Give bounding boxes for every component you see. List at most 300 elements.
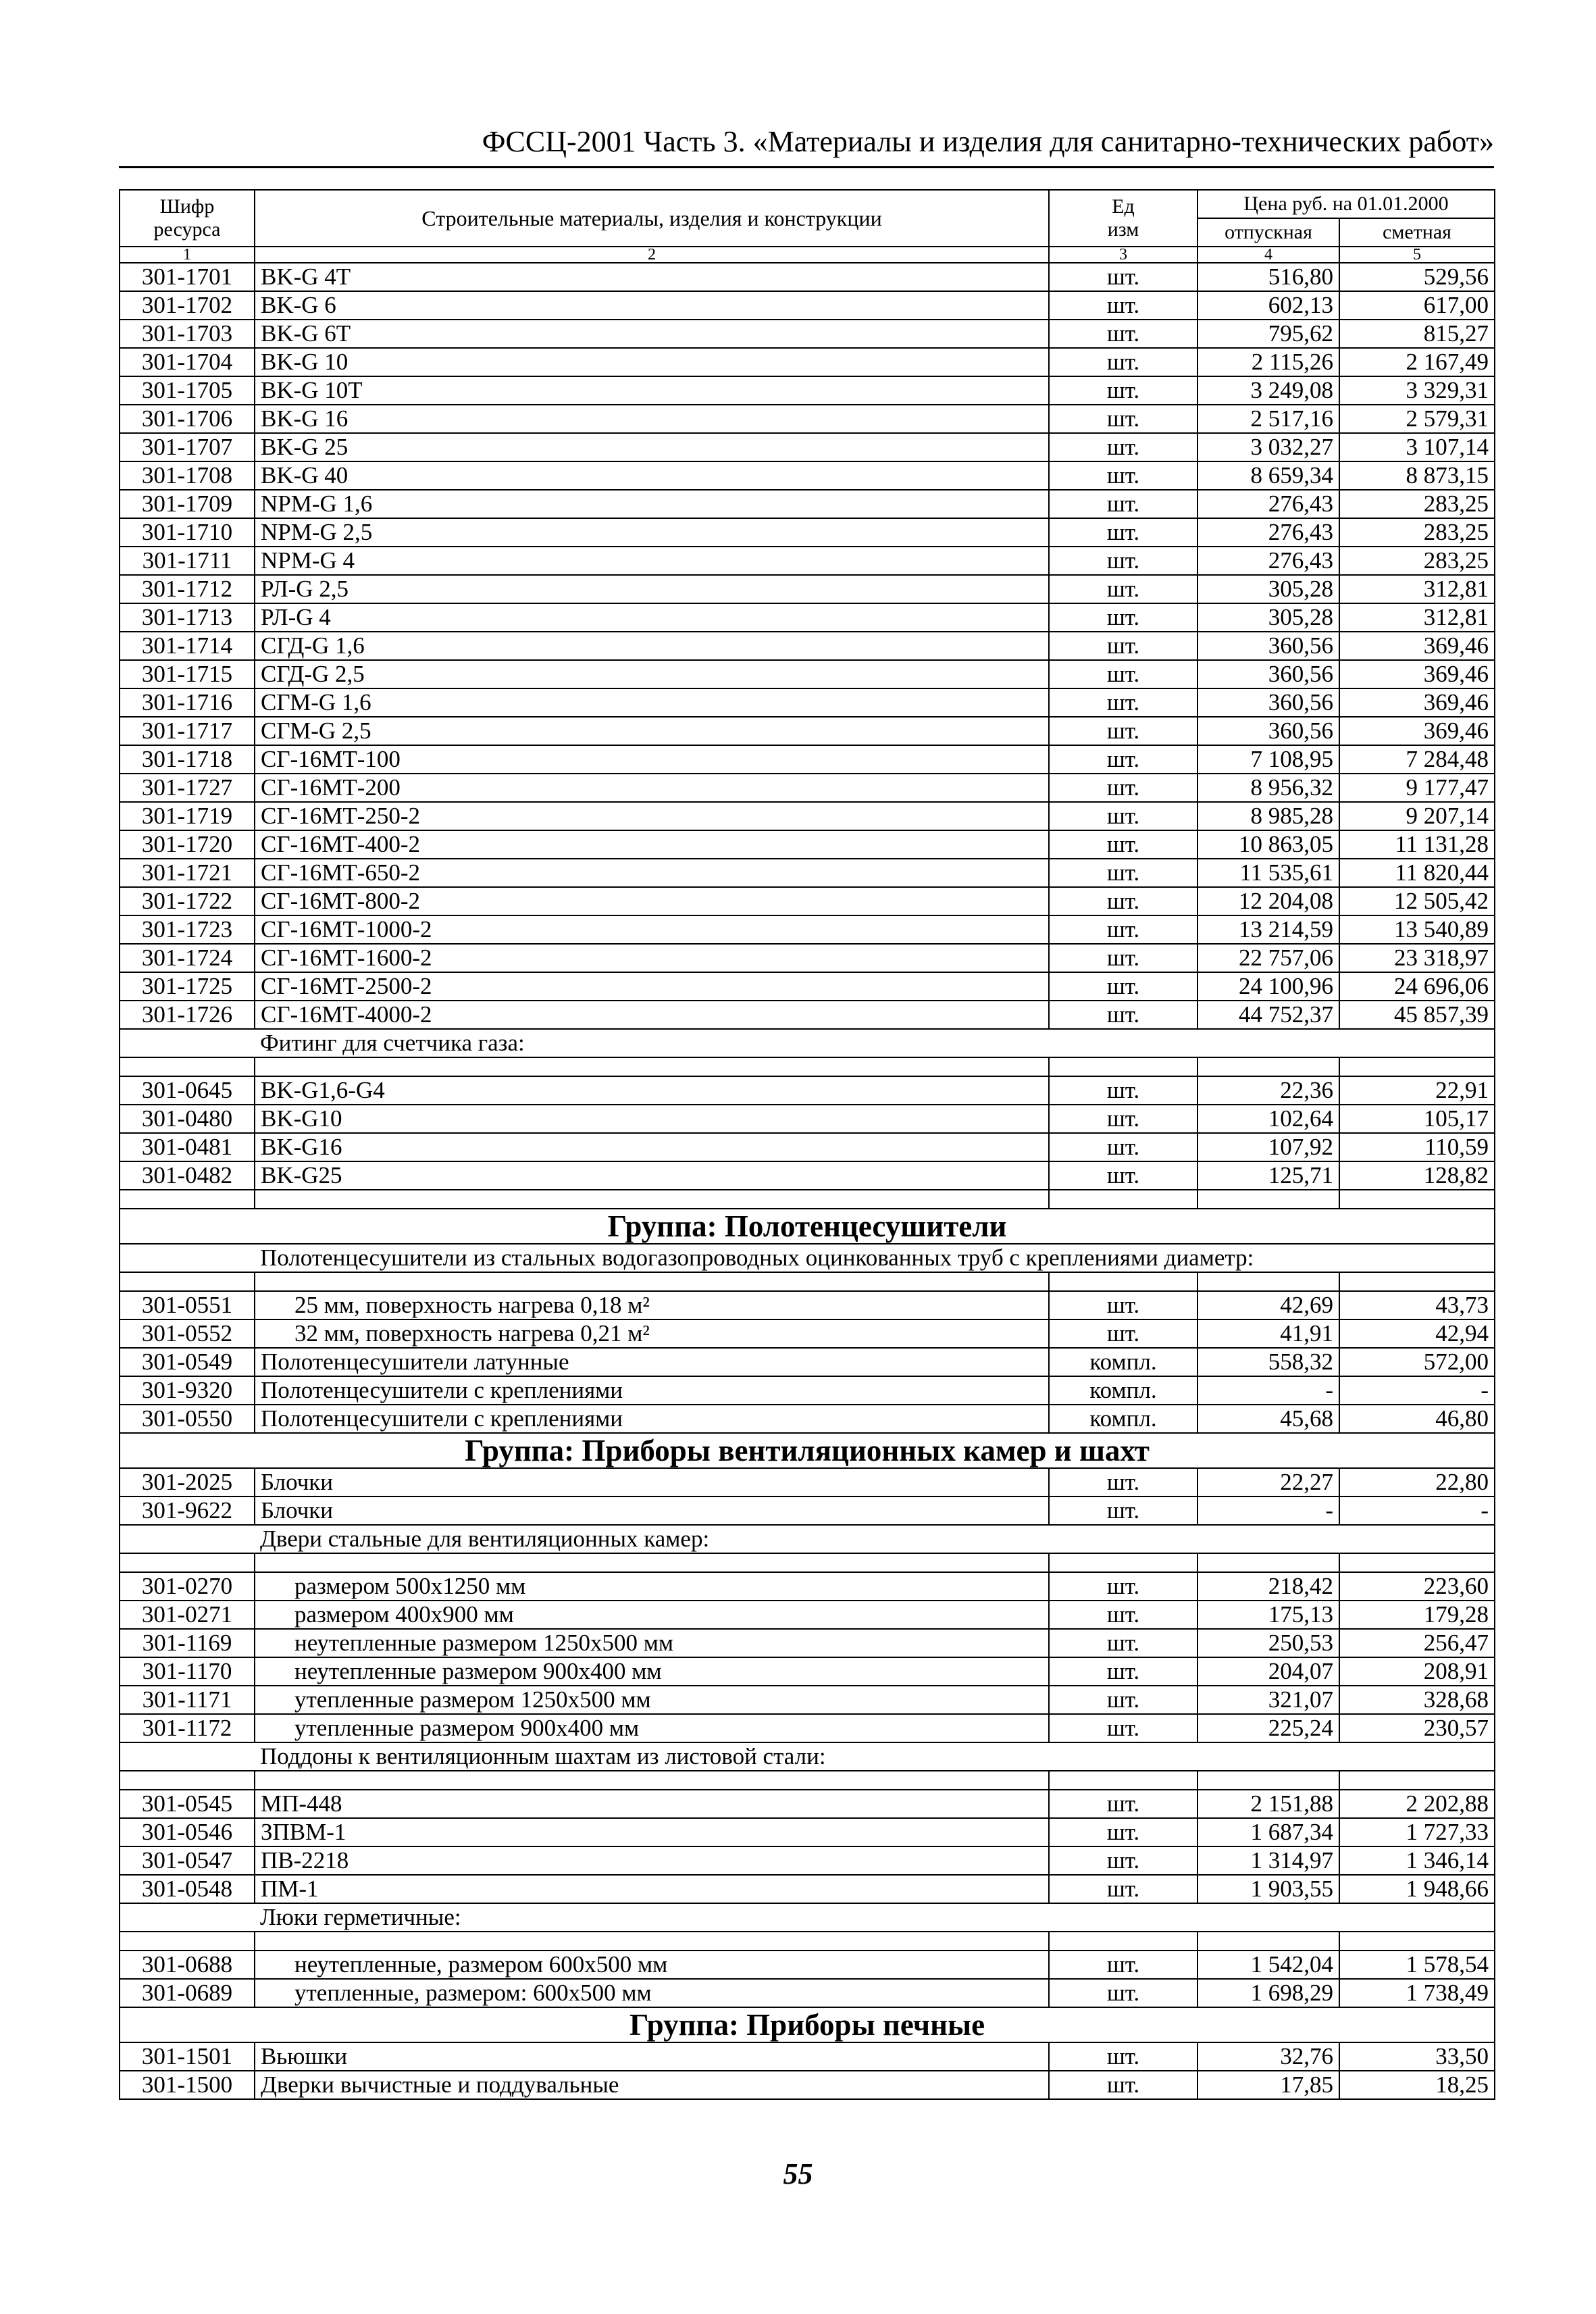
release-price: 360,56 <box>1198 660 1339 688</box>
resource-code: 301-1501 <box>120 2042 255 2071</box>
release-price: - <box>1198 1496 1339 1525</box>
unit-of-measure: шт. <box>1049 1161 1198 1190</box>
table-row <box>120 1790 1495 1818</box>
estimate-price: 1 948,66 <box>1339 1875 1495 1903</box>
table-row <box>120 490 1495 518</box>
estimate-price: 9 177,47 <box>1339 774 1495 802</box>
resource-code: 301-1726 <box>120 1001 255 1029</box>
material-name: СГ-16МТ-650-2 <box>255 859 1049 887</box>
material-name: BK-G 6 <box>255 291 1049 320</box>
table-row <box>120 263 1495 291</box>
table-row <box>120 461 1495 490</box>
section-code-cell <box>120 1742 255 1771</box>
unit-of-measure: шт. <box>1049 603 1198 632</box>
table-row <box>120 1348 1495 1376</box>
unit-of-measure: шт. <box>1049 2071 1198 2099</box>
estimate-price: 11 820,44 <box>1339 859 1495 887</box>
material-name: NPM-G 4 <box>255 547 1049 575</box>
table-row <box>120 1161 1495 1190</box>
unit-of-measure: шт. <box>1049 915 1198 944</box>
resource-code: 301-1172 <box>120 1714 255 1742</box>
col-header-unit: Ед изм <box>1049 190 1198 247</box>
table-row <box>120 1572 1495 1601</box>
unit-of-measure: шт. <box>1049 1319 1198 1348</box>
estimate-price: 1 346,14 <box>1339 1846 1495 1875</box>
unit-of-measure: шт. <box>1049 717 1198 745</box>
section-row <box>120 1903 1495 1932</box>
spacer-cell <box>1339 1553 1495 1572</box>
estimate-price: 22,91 <box>1339 1076 1495 1105</box>
table-row <box>120 972 1495 1001</box>
table-row <box>120 1291 1495 1319</box>
table-row <box>120 1846 1495 1875</box>
release-price: 1 698,29 <box>1198 1979 1339 2007</box>
release-price: 1 903,55 <box>1198 1875 1339 1903</box>
group-heading: Группа: Полотенцесушители <box>120 1209 1495 1244</box>
section-code-cell <box>120 1525 255 1553</box>
spacer-cell <box>255 1932 1049 1951</box>
release-price: 3 032,27 <box>1198 433 1339 461</box>
table-row <box>120 575 1495 603</box>
material-name: СГД-G 2,5 <box>255 660 1049 688</box>
table-row <box>120 1979 1495 2007</box>
table-row <box>120 320 1495 348</box>
estimate-price: 312,81 <box>1339 603 1495 632</box>
release-price: 11 535,61 <box>1198 859 1339 887</box>
material-name: РЛ-G 4 <box>255 603 1049 632</box>
release-price: 225,24 <box>1198 1714 1339 1742</box>
col-header-code: Шифр ресурса <box>120 190 255 247</box>
release-price: 8 956,32 <box>1198 774 1339 802</box>
estimate-price: 12 505,42 <box>1339 887 1495 915</box>
table-row <box>120 887 1495 915</box>
material-name: МП-448 <box>255 1790 1049 1818</box>
resource-code: 301-1709 <box>120 490 255 518</box>
estimate-price: 128,82 <box>1339 1161 1495 1190</box>
table-row <box>120 802 1495 830</box>
resource-code: 301-1717 <box>120 717 255 745</box>
table-body <box>120 263 1495 2099</box>
unit-of-measure: шт. <box>1049 660 1198 688</box>
price-table <box>119 189 1495 2100</box>
spacer-row <box>120 1553 1495 1572</box>
table-row <box>120 1496 1495 1525</box>
resource-code: 301-1721 <box>120 859 255 887</box>
table-row <box>120 859 1495 887</box>
table-row <box>120 688 1495 717</box>
group-heading: Группа: Приборы вентиляционных камер и шахт <box>120 1433 1495 1468</box>
material-name: BK-G 4T <box>255 263 1049 291</box>
estimate-price: 572,00 <box>1339 1348 1495 1376</box>
resource-code: 301-0552 <box>120 1319 255 1348</box>
section-row <box>120 1244 1495 1272</box>
estimate-price: 256,47 <box>1339 1629 1495 1657</box>
table-row <box>120 1376 1495 1405</box>
material-name: неутепленные размером 1250х500 мм <box>255 1629 1049 1657</box>
spacer-cell <box>1049 1190 1198 1209</box>
release-price: 2 115,26 <box>1198 348 1339 376</box>
material-name: утепленные размером 900х400 мм <box>255 1714 1049 1742</box>
estimate-price: 24 696,06 <box>1339 972 1495 1001</box>
estimate-price: 1 578,54 <box>1339 1951 1495 1979</box>
table-row <box>120 376 1495 405</box>
estimate-price: 9 207,14 <box>1339 802 1495 830</box>
unit-of-measure: шт. <box>1049 688 1198 717</box>
table-row <box>120 632 1495 660</box>
section-code-cell <box>120 1029 255 1057</box>
section-row <box>120 1525 1495 1553</box>
resource-code: 301-1720 <box>120 830 255 859</box>
group-row <box>120 1433 1495 1468</box>
unit-of-measure: шт. <box>1049 1572 1198 1601</box>
material-name: Дверки вычистные и поддувальные <box>255 2071 1049 2099</box>
unit-of-measure: шт. <box>1049 2042 1198 2071</box>
unit-of-measure: шт. <box>1049 1496 1198 1525</box>
estimate-price: 617,00 <box>1339 291 1495 320</box>
spacer-cell <box>255 1553 1049 1572</box>
release-price: 1 687,34 <box>1198 1818 1339 1846</box>
unit-of-measure: шт. <box>1049 1001 1198 1029</box>
table-row <box>120 2071 1495 2099</box>
unit-of-measure: шт. <box>1049 1601 1198 1629</box>
spacer-cell <box>1339 1932 1495 1951</box>
unit-of-measure: шт. <box>1049 887 1198 915</box>
release-price: 32,76 <box>1198 2042 1339 2071</box>
material-name: Полотенцесушители с креплениями <box>255 1376 1049 1405</box>
spacer-cell <box>1049 1553 1198 1572</box>
unit-of-measure: шт. <box>1049 859 1198 887</box>
resource-code: 301-1707 <box>120 433 255 461</box>
spacer-cell <box>1049 1771 1198 1790</box>
spacer-cell <box>1339 1272 1495 1291</box>
resource-code: 301-0550 <box>120 1405 255 1433</box>
resource-code: 301-0688 <box>120 1951 255 1979</box>
resource-code: 301-0271 <box>120 1601 255 1629</box>
unit-of-measure: шт. <box>1049 461 1198 490</box>
resource-code: 301-1713 <box>120 603 255 632</box>
resource-code: 301-0548 <box>120 1875 255 1903</box>
table-row <box>120 944 1495 972</box>
release-price: 360,56 <box>1198 688 1339 717</box>
release-price: 250,53 <box>1198 1629 1339 1657</box>
release-price: 276,43 <box>1198 547 1339 575</box>
estimate-price: 283,25 <box>1339 490 1495 518</box>
estimate-price: 2 579,31 <box>1339 405 1495 433</box>
material-name: неутепленные, размером 600х500 мм <box>255 1951 1049 1979</box>
unit-of-measure: шт. <box>1049 830 1198 859</box>
estimate-price: 312,81 <box>1339 575 1495 603</box>
estimate-price: 43,73 <box>1339 1291 1495 1319</box>
resource-code: 301-1171 <box>120 1686 255 1714</box>
estimate-price: 13 540,89 <box>1339 915 1495 944</box>
table-row <box>120 1601 1495 1629</box>
release-price: 24 100,96 <box>1198 972 1339 1001</box>
section-code-cell <box>120 1244 255 1272</box>
release-price: 3 249,08 <box>1198 376 1339 405</box>
resource-code: 301-1706 <box>120 405 255 433</box>
resource-code: 301-0480 <box>120 1105 255 1133</box>
table-row <box>120 1076 1495 1105</box>
material-name: NPM-G 1,6 <box>255 490 1049 518</box>
spacer-cell <box>1198 1057 1339 1076</box>
table-row <box>120 1875 1495 1903</box>
release-price: 175,13 <box>1198 1601 1339 1629</box>
unit-of-measure: шт. <box>1049 1629 1198 1657</box>
unit-of-measure: шт. <box>1049 745 1198 774</box>
estimate-price: 369,46 <box>1339 688 1495 717</box>
material-name: СГ-16МТ-250-2 <box>255 802 1049 830</box>
unit-of-measure: шт. <box>1049 263 1198 291</box>
material-name: утепленные размером 1250х500 мм <box>255 1686 1049 1714</box>
release-price: 204,07 <box>1198 1657 1339 1686</box>
release-price: 276,43 <box>1198 490 1339 518</box>
table-header <box>120 190 1495 263</box>
page-number: 55 <box>783 2157 813 2190</box>
group-heading: Группа: Приборы печные <box>120 2007 1495 2042</box>
resource-code: 301-1722 <box>120 887 255 915</box>
resource-code: 301-1708 <box>120 461 255 490</box>
resource-code: 301-9622 <box>120 1496 255 1525</box>
resource-code: 301-1718 <box>120 745 255 774</box>
material-name: СГ-16МТ-100 <box>255 745 1049 774</box>
release-price: 10 863,05 <box>1198 830 1339 859</box>
release-price: 8 985,28 <box>1198 802 1339 830</box>
unit-of-measure: шт. <box>1049 1818 1198 1846</box>
estimate-price: 23 318,97 <box>1339 944 1495 972</box>
unit-of-measure: шт. <box>1049 1714 1198 1742</box>
material-name: СГ-16МТ-4000-2 <box>255 1001 1049 1029</box>
release-price: 7 108,95 <box>1198 745 1339 774</box>
material-name: СГД-G 1,6 <box>255 632 1049 660</box>
material-name: СГ-16МТ-200 <box>255 774 1049 802</box>
material-name: ЗПВМ-1 <box>255 1818 1049 1846</box>
release-price: 305,28 <box>1198 575 1339 603</box>
table-row <box>120 405 1495 433</box>
table-row <box>120 1105 1495 1133</box>
release-price: 360,56 <box>1198 717 1339 745</box>
material-name: неутепленные размером 900х400 мм <box>255 1657 1049 1686</box>
resource-code: 301-0551 <box>120 1291 255 1319</box>
table-row <box>120 1686 1495 1714</box>
estimate-price: 110,59 <box>1339 1133 1495 1161</box>
release-price: 22 757,06 <box>1198 944 1339 972</box>
release-price: 22,36 <box>1198 1076 1339 1105</box>
table-row <box>120 2042 1495 2071</box>
estimate-price: 328,68 <box>1339 1686 1495 1714</box>
spacer-cell <box>1198 1190 1339 1209</box>
resource-code: 301-1723 <box>120 915 255 944</box>
release-price: 102,64 <box>1198 1105 1339 1133</box>
estimate-price: 8 873,15 <box>1339 461 1495 490</box>
resource-code: 301-1710 <box>120 518 255 547</box>
unit-of-measure: шт. <box>1049 774 1198 802</box>
material-name: Полотенцесушители с креплениями <box>255 1405 1049 1433</box>
release-price: 13 214,59 <box>1198 915 1339 944</box>
resource-code: 301-0546 <box>120 1818 255 1846</box>
unit-of-measure: шт. <box>1049 1979 1198 2007</box>
estimate-price: 33,50 <box>1339 2042 1495 2071</box>
spacer-cell <box>120 1932 255 1951</box>
spacer-row <box>120 1190 1495 1209</box>
col-header-price: Цена руб. на 01.01.2000 <box>1198 190 1495 218</box>
release-price: 22,27 <box>1198 1468 1339 1496</box>
col-number-1: 1 <box>120 247 255 263</box>
col-number-5: 5 <box>1339 247 1495 263</box>
material-name: BK-G 25 <box>255 433 1049 461</box>
unit-of-measure: шт. <box>1049 376 1198 405</box>
table-row <box>120 1001 1495 1029</box>
release-price: 107,92 <box>1198 1133 1339 1161</box>
resource-code: 301-1704 <box>120 348 255 376</box>
table-row <box>120 547 1495 575</box>
material-name: СГ-16МТ-2500-2 <box>255 972 1049 1001</box>
unit-of-measure: шт. <box>1049 1951 1198 1979</box>
spacer-row <box>120 1057 1495 1076</box>
release-price: - <box>1198 1376 1339 1405</box>
estimate-price: 3 107,14 <box>1339 433 1495 461</box>
col-header-estimate: сметная <box>1339 218 1495 247</box>
section-heading: Поддоны к вентиляционным шахтам из листовой стали: <box>255 1742 1495 1771</box>
estimate-price: 1 738,49 <box>1339 1979 1495 2007</box>
col-number-3: 3 <box>1049 247 1198 263</box>
material-name: размером 500х1250 мм <box>255 1572 1049 1601</box>
resource-code: 301-1727 <box>120 774 255 802</box>
estimate-price: 18,25 <box>1339 2071 1495 2099</box>
material-name: утепленные, размером: 600х500 мм <box>255 1979 1049 2007</box>
estimate-price: - <box>1339 1496 1495 1525</box>
unit-of-measure: шт. <box>1049 1133 1198 1161</box>
estimate-price: 45 857,39 <box>1339 1001 1495 1029</box>
estimate-price: 3 329,31 <box>1339 376 1495 405</box>
resource-code: 301-1719 <box>120 802 255 830</box>
estimate-price: 815,27 <box>1339 320 1495 348</box>
table-row <box>120 1818 1495 1846</box>
section-code-cell <box>120 1903 255 1932</box>
release-price: 2 151,88 <box>1198 1790 1339 1818</box>
col-number-2: 2 <box>255 247 1049 263</box>
resource-code: 301-1705 <box>120 376 255 405</box>
col-header-name: Строительные материалы, изделия и конструкции <box>255 190 1049 247</box>
table-row <box>120 1951 1495 1979</box>
material-name: BK-G 6T <box>255 320 1049 348</box>
release-price: 1 542,04 <box>1198 1951 1339 1979</box>
estimate-price: 22,80 <box>1339 1468 1495 1496</box>
section-row <box>120 1742 1495 1771</box>
unit-of-measure: шт. <box>1049 433 1198 461</box>
table-row <box>120 660 1495 688</box>
table-row <box>120 774 1495 802</box>
unit-of-measure: шт. <box>1049 1291 1198 1319</box>
spacer-cell <box>120 1553 255 1572</box>
release-price: 12 204,08 <box>1198 887 1339 915</box>
col-number-4: 4 <box>1198 247 1339 263</box>
estimate-price: 2 167,49 <box>1339 348 1495 376</box>
spacer-cell <box>1198 1771 1339 1790</box>
unit-of-measure: шт. <box>1049 1105 1198 1133</box>
section-heading: Фитинг для счетчика газа: <box>255 1029 1495 1057</box>
spacer-cell <box>120 1771 255 1790</box>
release-price: 17,85 <box>1198 2071 1339 2099</box>
spacer-cell <box>255 1272 1049 1291</box>
table-row <box>120 1714 1495 1742</box>
release-price: 125,71 <box>1198 1161 1339 1190</box>
release-price: 44 752,37 <box>1198 1001 1339 1029</box>
estimate-price: 369,46 <box>1339 660 1495 688</box>
material-name: СГ-16МТ-1600-2 <box>255 944 1049 972</box>
spacer-cell <box>120 1190 255 1209</box>
material-name: Вьюшки <box>255 2042 1049 2071</box>
resource-code: 301-1711 <box>120 547 255 575</box>
estimate-price: - <box>1339 1376 1495 1405</box>
resource-code: 301-9320 <box>120 1376 255 1405</box>
resource-code: 301-1725 <box>120 972 255 1001</box>
spacer-cell <box>1339 1190 1495 1209</box>
resource-code: 301-0545 <box>120 1790 255 1818</box>
unit-of-measure: шт. <box>1049 1686 1198 1714</box>
spacer-cell <box>255 1057 1049 1076</box>
section-heading: Люки герметичные: <box>255 1903 1495 1932</box>
material-name: BK-G 10T <box>255 376 1049 405</box>
unit-of-measure: шт. <box>1049 972 1198 1001</box>
section-heading: Полотенцесушители из стальных водогазопроводных оцинкованных труб с креплениями диаметр: <box>255 1244 1495 1272</box>
estimate-price: 1 727,33 <box>1339 1818 1495 1846</box>
release-price: 305,28 <box>1198 603 1339 632</box>
material-name: BK-G 16 <box>255 405 1049 433</box>
resource-code: 301-1701 <box>120 263 255 291</box>
table-row <box>120 1405 1495 1433</box>
unit-of-measure: шт. <box>1049 1846 1198 1875</box>
material-name: BK-G25 <box>255 1161 1049 1190</box>
material-name: Блочки <box>255 1468 1049 1496</box>
material-name: Блочки <box>255 1496 1049 1525</box>
estimate-price: 7 284,48 <box>1339 745 1495 774</box>
estimate-price: 283,25 <box>1339 518 1495 547</box>
resource-code: 301-0549 <box>120 1348 255 1376</box>
material-name: BK-G10 <box>255 1105 1049 1133</box>
unit-of-measure: шт. <box>1049 348 1198 376</box>
material-name: СГМ-G 1,6 <box>255 688 1049 717</box>
unit-of-measure: компл. <box>1049 1376 1198 1405</box>
material-name: BK-G 10 <box>255 348 1049 376</box>
unit-of-measure: шт. <box>1049 490 1198 518</box>
spacer-cell <box>1198 1272 1339 1291</box>
material-name: СГМ-G 2,5 <box>255 717 1049 745</box>
spacer-cell <box>1049 1272 1198 1291</box>
estimate-price: 42,94 <box>1339 1319 1495 1348</box>
release-price: 45,68 <box>1198 1405 1339 1433</box>
unit-of-measure: шт. <box>1049 1468 1198 1496</box>
estimate-price: 529,56 <box>1339 263 1495 291</box>
unit-of-measure: шт. <box>1049 944 1198 972</box>
release-price: 276,43 <box>1198 518 1339 547</box>
table-row <box>120 717 1495 745</box>
release-price: 360,56 <box>1198 632 1339 660</box>
unit-of-measure: шт. <box>1049 405 1198 433</box>
material-name: СГ-16МТ-800-2 <box>255 887 1049 915</box>
resource-code: 301-0270 <box>120 1572 255 1601</box>
release-price: 795,62 <box>1198 320 1339 348</box>
spacer-row <box>120 1771 1495 1790</box>
col-header-release: отпускная <box>1198 218 1339 247</box>
resource-code: 301-0482 <box>120 1161 255 1190</box>
resource-code: 301-1716 <box>120 688 255 717</box>
estimate-price: 2 202,88 <box>1339 1790 1495 1818</box>
release-price: 8 659,34 <box>1198 461 1339 490</box>
group-row <box>120 1209 1495 1244</box>
material-name: NPM-G 2,5 <box>255 518 1049 547</box>
table-row <box>120 1629 1495 1657</box>
table-row <box>120 830 1495 859</box>
